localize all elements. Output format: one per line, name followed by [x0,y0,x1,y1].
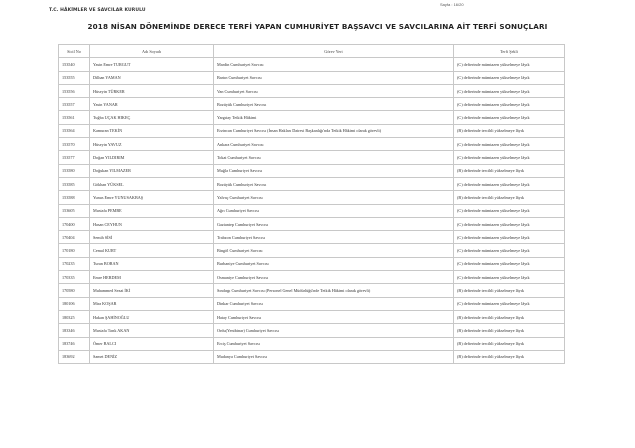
promotion-type-cell: (C) defterinde mümtazen yükselmeye lâyık [454,257,565,270]
table-row [59,111,565,124]
table-row [59,217,565,230]
sicil-no-cell: 180106 [59,297,90,310]
column-header-terfi-sekli: Terfi Şekli [454,45,565,58]
promotion-type-cell: (C) defterinde mümtazen yükselmeye lâyık [454,231,565,244]
column-header-gorev-yeri: Görev Yeri [214,45,454,58]
table-row [59,151,565,164]
column-header-sicil-no: Sicil No [59,45,90,58]
sicil-no-cell: 153570 [59,138,90,151]
duty-location-cell: Ankara Cumhuriyet Savcısı [214,138,454,151]
name-cell: Mira KOŞAR [90,297,214,310]
name-cell: Ömer BALCI [90,337,214,350]
sicil-no-cell: 153557 [59,98,90,111]
table-row [59,58,565,71]
name-cell: Mustafa Tarık AKAN [90,324,214,337]
duty-location-cell: Bartın Cumhuriyet Savcısı [214,71,454,84]
name-cell: Gökhan YÜKSEL [90,177,214,190]
table-row [59,191,565,204]
table-row [59,337,565,350]
name-cell: Samet DENİZ [90,350,214,363]
sicil-no-cell: 170235 [59,257,90,270]
sicil-no-cell: 170180 [59,244,90,257]
promotion-type-cell: (C) defterinde mümtazen yükselmeye lâyık [454,58,565,71]
promotion-type-cell: (C) defterinde mümtazen yükselmeye lâyık [454,98,565,111]
promotion-type-cell: (C) defterinde mümtazen yükselmeye lâyık [454,138,565,151]
sicil-no-cell: 153605 [59,204,90,217]
duty-location-cell: Van Cumhuriyet Savcısı [214,84,454,97]
promotion-type-cell: (B) defterinde tercihli yükselmeye lâyık [454,191,565,204]
promotion-type-cell: (B) defterinde tercihli yükselmeye lâyık [454,350,565,363]
sicil-no-cell: 153555 [59,71,90,84]
promotion-type-cell: (C) defterinde mümtazen yükselmeye lâyık [454,177,565,190]
sicil-no-cell: 153564 [59,124,90,137]
table-row [59,84,565,97]
promotion-type-cell: (B) defterinde tercihli yükselmeye lâyık [454,310,565,323]
sicil-no-cell: 153556 [59,84,90,97]
promotion-type-cell: (B) defterinde tercihli yükselmeye lâyık [454,124,565,137]
table-row [59,164,565,177]
promotion-type-cell: (B) defterinde tercihli yükselmeye lâyık [454,324,565,337]
table-row [59,350,565,363]
sicil-no-cell: 170335 [59,271,90,284]
promotion-type-cell: (C) defterinde mümtazen yükselmeye lâyık [454,84,565,97]
sicil-no-cell: 153577 [59,151,90,164]
duty-location-cell: Erciş Cumhuriyet Savcısı [214,337,454,350]
sicil-no-cell: 170580 [59,284,90,297]
name-cell: Cemal KURT [90,244,214,257]
duty-location-cell: Tokat Cumhuriyet Savcısı [214,151,454,164]
name-cell: Turan BORAN [90,257,214,270]
duty-location-cell: Sındırgı Cumhuriyet Savcısı (Personel Genel Müdürlüğü'nde Tetkik Hâkimi olarak görevli) [214,284,454,297]
duty-location-cell: Burhaniye Cumhuriyet Savcısı [214,257,454,270]
duty-location-cell: Dinkar Cumhuriyet Savcısı [214,297,454,310]
table-row [59,244,565,257]
table-row [59,231,565,244]
table-row [59,138,565,151]
duty-location-cell: Hatay Cumhuriyet Savcısı [214,310,454,323]
name-cell: Mustafa PEMBE [90,204,214,217]
duty-location-cell: Yalvaç Cumhuriyet Savcısı [214,191,454,204]
duty-location-cell: Gaziantep Cumhuriyet Savcısı [214,217,454,230]
sicil-no-cell: 153585 [59,177,90,190]
duty-location-cell: Muğla Cumhuriyet Savcısı [214,164,454,177]
sicil-no-cell: 183346 [59,324,90,337]
name-cell: Yunus Emre YUNUSAKBAŞ [90,191,214,204]
table-row [59,324,565,337]
duty-location-cell: Erzincan Cumhuriyet Savcısı (İnsan Hakları Dairesi Başkanlığı'nda Tetkik Hâkimi olarak görevli) [214,124,454,137]
document-title: 2018 NİSAN DÖNEMİNDE DERECE TERFİ YAPAN CUMHURİYET BAŞSAVCI VE SAVCILARINA AİT TERFİ SONUÇLARI [87,22,548,31]
promotion-type-cell: (C) defterinde mümtazen yükselmeye lâyık [454,297,565,310]
name-cell: Doğukan YILMAZER [90,164,214,177]
duty-location-cell: Bozüyük Cumhuriyet Savcısı [214,98,454,111]
name-cell: Tuğba UÇAK HIKEÇ [90,111,214,124]
name-cell: Hakan ŞAHİNOĞLU [90,310,214,323]
name-cell: Hüseyin TÜRKER [90,84,214,97]
table-header-row [59,45,565,58]
name-cell: Yasin Emre TURGUT [90,58,214,71]
name-cell: Doğan YILDIRIM [90,151,214,164]
table-row [59,98,565,111]
table-row [59,271,565,284]
sicil-no-cell: 170400 [59,217,90,230]
table-body [59,58,565,364]
name-cell: Kamuran TEKİN [90,124,214,137]
promotion-type-cell: (C) defterinde mümtazen yükselmeye lâyık [454,271,565,284]
duty-location-cell: Bingöl Cumhuriyet Savcısı [214,244,454,257]
duty-location-cell: Trabzon Cumhuriyet Savcısı [214,231,454,244]
duty-location-cell: Yargıtay Tetkik Hâkimi [214,111,454,124]
promotion-type-cell: (B) defterinde tercihli yükselmeye lâyık [454,284,565,297]
name-cell: Semih SİSİ [90,231,214,244]
sicil-no-cell: 153561 [59,111,90,124]
column-header-adi-soyadi: Adı Soyadı [90,45,214,58]
duty-location-cell: Mudanya Cumhuriyet Savcısı [214,350,454,363]
promotion-type-cell: (C) defterinde mümtazen yükselmeye lâyık [454,71,565,84]
table-row [59,310,565,323]
sicil-no-cell: 153588 [59,191,90,204]
sicil-no-cell: 183746 [59,337,90,350]
table-row [59,204,565,217]
duty-location-cell: Bozüyük Cumhuriyet Savcısı [214,177,454,190]
duty-location-cell: Ağrı Cumhuriyet Savcısı [214,204,454,217]
table-row [59,297,565,310]
promotion-type-cell: (C) defterinde mümtazen yükselmeye lâyık [454,204,565,217]
name-cell: Emre HERDEM [90,271,214,284]
sicil-no-cell: 153540 [59,58,90,71]
table-row [59,257,565,270]
promotion-type-cell: (C) defterinde mümtazen yükselmeye lâyık [454,151,565,164]
name-cell: Hüseyin YAVUZ [90,138,214,151]
page-number: Sayfa : 16/20 [440,2,464,7]
promotion-type-cell: (B) defterinde tercihli yükselmeye lâyık [454,164,565,177]
sicil-no-cell: 180325 [59,310,90,323]
promotion-type-cell: (C) defterinde mümtazen yükselmeye lâyık [454,244,565,257]
name-cell: Hasan CEYHUN [90,217,214,230]
sicil-no-cell: 183692 [59,350,90,363]
duty-location-cell: Mardin Cumhuriyet Savcısı [214,58,454,71]
duty-location-cell: Ordu(Yenibinar) Cumhuriyet Savcısı [214,324,454,337]
duty-location-cell: Osmaniye Cumhuriyet Savcısı [214,271,454,284]
promotion-type-cell: (C) defterinde mümtazen yükselmeye lâyık [454,217,565,230]
name-cell: Dilhan YAMAN [90,71,214,84]
organization-name: T.C. HÂKİMLER VE SAVCILAR KURULU [49,8,146,13]
promotion-type-cell: (C) defterinde mümtazen yükselmeye lâyık [454,111,565,124]
table-row [59,177,565,190]
table-row [59,284,565,297]
sicil-no-cell: 170404 [59,231,90,244]
name-cell: Yasin YANAR [90,98,214,111]
sicil-no-cell: 153580 [59,164,90,177]
table-row [59,71,565,84]
name-cell: Muhammed Sezai İKİ [90,284,214,297]
table-row [59,124,565,137]
promotion-type-cell: (B) defterinde tercihli yükselmeye lâyık [454,337,565,350]
promotion-results-table [58,44,565,364]
